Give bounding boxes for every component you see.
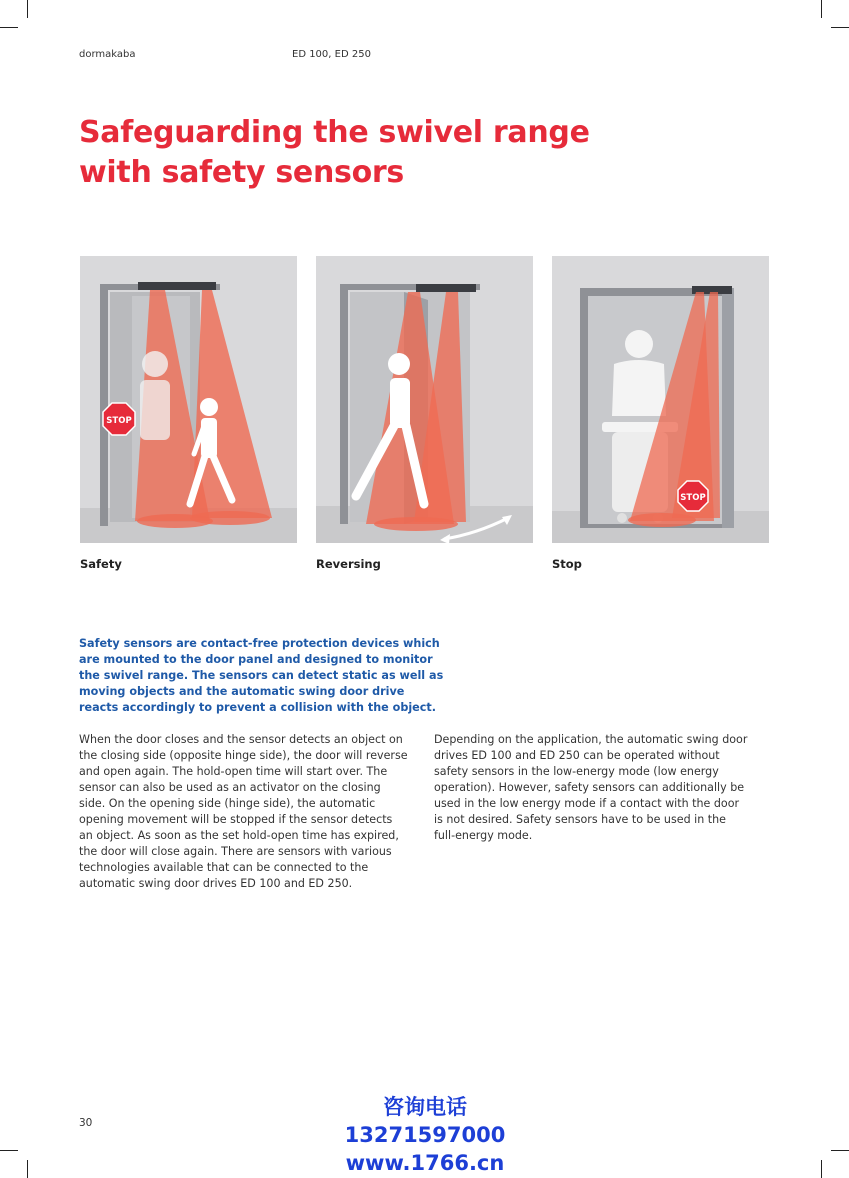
body-line: is not desired. Safety sensors have to be used in the [434, 813, 726, 826]
body-left-paragraph [79, 732, 408, 892]
body-line: Depending on the application, the automatic swing door [434, 733, 748, 746]
reversing-illustration [316, 256, 533, 543]
title-line: with safety sensors [79, 155, 404, 190]
body-line: and open again. The hold-open time will start over. The [79, 765, 388, 778]
header-product: ED 100, ED 250 [292, 49, 371, 60]
lead-line: moving objects and the automatic swing door drive [79, 685, 405, 698]
body-right-paragraph [434, 732, 747, 844]
body-line: sensor can also be used as an activator on the closing [79, 781, 381, 794]
body-line: side. On the opening side (hinge side), the automatic [79, 797, 376, 810]
body-line: drives ED 100 and ED 250 can be operated without [434, 749, 720, 762]
stop-sign-label: STOP [106, 416, 132, 426]
page-title [79, 113, 590, 193]
body-line: the door will close again. There are sensors with various [79, 845, 392, 858]
crop-mark [831, 1150, 849, 1151]
body-line: When the door closes and the sensor detects an object on [79, 733, 403, 746]
crop-mark [0, 27, 18, 28]
stop-sign-label: STOP [680, 493, 706, 503]
body-line: opening movement will be stopped if the sensor detects [79, 813, 393, 826]
body-line: safety sensors in the low-energy mode (low energy [434, 765, 719, 778]
body-line: the closing side (opposite hinge side), the door will reverse [79, 749, 408, 762]
lead-line: Safety sensors are contact-free protection devices which [79, 637, 440, 650]
crop-mark [27, 0, 28, 18]
lead-line: are mounted to the door panel and designed to monitor [79, 653, 433, 666]
body-line: full-energy mode. [434, 829, 533, 842]
contact-phone: 13271597000 [344, 1123, 506, 1147]
body-line: an object. As soon as the set hold-open time has expired, [79, 829, 399, 842]
title-line: Safeguarding the swivel range [79, 115, 590, 150]
body-line: operation). However, safety sensors can additionally be [434, 781, 745, 794]
body-line: automatic swing door drives ED 100 and ED 250. [79, 877, 353, 890]
contact-website[interactable]: www.1766.cn [345, 1151, 505, 1175]
safety-illustration [80, 256, 297, 543]
stop-illustration [552, 256, 769, 543]
caption-reversing: Reversing [316, 557, 381, 571]
caption-stop: Stop [552, 557, 582, 571]
lead-line: the swivel range. The sensors can detect static as well as [79, 669, 444, 682]
body-line: used in the low energy mode if a contact with the door [434, 797, 740, 810]
lead-line: reacts accordingly to prevent a collision with the object. [79, 701, 436, 714]
crop-mark [831, 27, 849, 28]
crop-mark [821, 1160, 822, 1178]
header-brand: dormakaba [79, 49, 136, 60]
contact-label: 咨询电话 [383, 1095, 467, 1119]
contact-overlay [340, 1093, 510, 1177]
page-number: 30 [79, 1117, 93, 1129]
body-line: technologies available that can be connected to the [79, 861, 369, 874]
crop-mark [821, 0, 822, 18]
crop-mark [27, 1160, 28, 1178]
crop-mark [0, 1150, 18, 1151]
caption-safety: Safety [80, 557, 122, 571]
lead-paragraph [79, 636, 444, 716]
